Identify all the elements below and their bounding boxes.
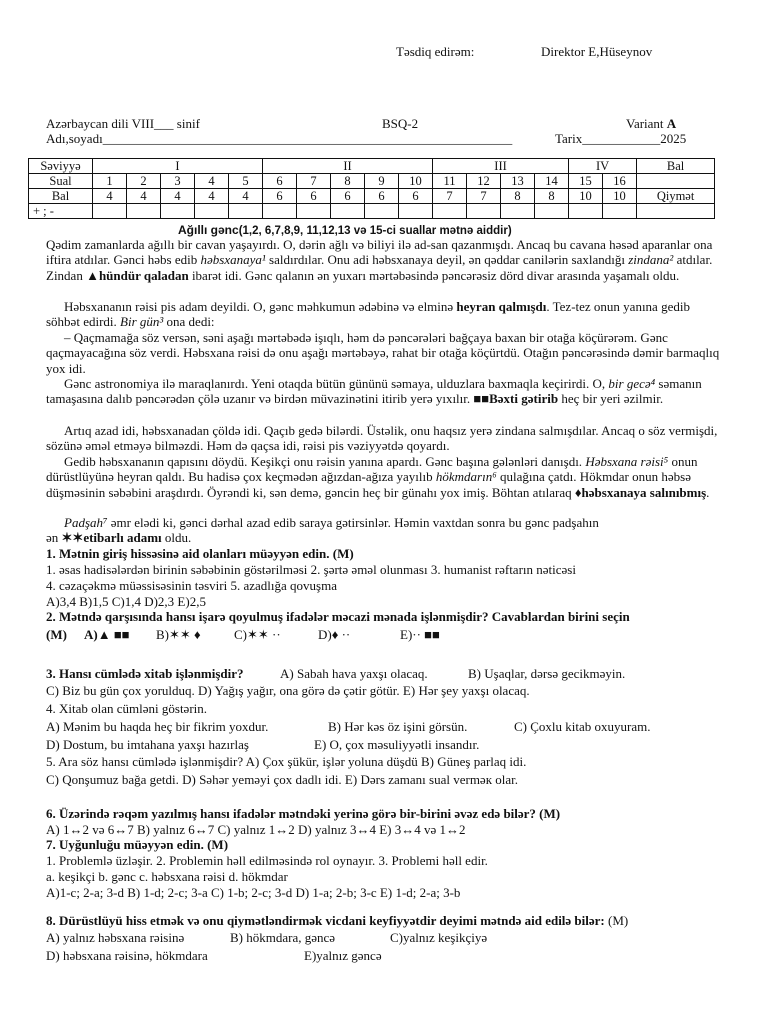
question-1-answers[interactable]: A)3,4 B)1,5 C)1,4 D)2,3 E)2,5	[46, 594, 206, 609]
question-cell: 2	[127, 174, 161, 189]
question-cell: 4	[195, 174, 229, 189]
marked-phrase: heyran qalmışdı	[456, 299, 547, 314]
question-cell: 15	[569, 174, 603, 189]
answer-cell[interactable]	[603, 204, 637, 219]
text-run: .	[706, 484, 710, 500]
text-run: . Tez-tez onun yanına gedib söhbət edirdi.	[46, 299, 690, 330]
points-cell: 8	[501, 189, 535, 204]
marked-phrase: ✶✶etibarlı adamı	[61, 530, 162, 545]
text-run: Bir gün³	[120, 314, 164, 330]
variant	[626, 116, 676, 132]
text-run: hökmdarın⁶	[435, 469, 497, 485]
answer-option-e[interactable]: E) O, çox məsuliyyətli insandır.	[314, 737, 480, 752]
answer-cell[interactable]	[399, 204, 433, 219]
question-cell: 10	[399, 174, 433, 189]
text-run: qulağına çatdı. Hökmdar onun həbsə düşməsinin səbəbini araşdırdı. Öyrəndi ki, sən demə, gəncin heç bir günahı yox imiş. Böhtan atılaraq	[46, 469, 691, 500]
answer-option-c[interactable]: C)✶✶ ··	[234, 627, 281, 642]
answer-option-b[interactable]: B) Hər kəs öz işini görsün.	[328, 719, 468, 734]
text-run: bir gecə⁴	[608, 376, 656, 391]
paragraph-3	[46, 330, 722, 376]
answer-option-b[interactable]: B) Uşaqlar, dərsə gecikməyin.	[468, 666, 626, 681]
question-8-mode: (M)	[604, 913, 629, 928]
paragraph-7-end	[46, 530, 191, 546]
question-3	[46, 666, 626, 682]
empty-cell	[637, 174, 715, 189]
question-6-answers[interactable]: A) 1↔2 və 6↔7 B) yalnız 6↔7 C) yalnız 1↔2 D) yalnız 3↔4 E) 3↔4 və 1↔2	[46, 822, 466, 837]
level-cell: III	[433, 159, 569, 174]
question-cell: 7	[297, 174, 331, 189]
question-cell: 16	[603, 174, 637, 189]
question-1: 1. Mətnin giriş hissəsinə aid olanları müəyyən edin. (M)	[46, 546, 354, 561]
text-run: heç bir yeri əzilmir.	[558, 391, 664, 407]
question-7-items: 1. Problemlə üzləşir. 2. Problemin həll edilməsində rol oynayır. 3. Problemi həll edir.	[46, 853, 488, 868]
grade-cell[interactable]	[637, 204, 715, 219]
marked-phrase: ♦həbsxanaya salınıbmış	[574, 484, 707, 500]
answer-cell[interactable]	[297, 204, 331, 219]
question-2-answers	[46, 627, 440, 643]
question-7-items: a. keşikçi b. gənc c. həbsxana rəisi d. hökmdar	[46, 869, 288, 884]
text-run: əmr elədi ki, gənci dərhal azad edib saraya gətirsinlər. Həmin vaxtdan sonra bu gənc padşahın	[107, 515, 599, 530]
paragraph-7	[46, 515, 722, 530]
answer-cell[interactable]	[433, 204, 467, 219]
name-line: Adı,soyadı_______________________________________________________________	[46, 131, 513, 146]
text-run: səmanın tamaşasına dalıb pəncərədən çölə uzanır və birdən müvazinətini itirib yerə yıxılır.	[46, 376, 702, 407]
answer-option-d[interactable]: D)♦ ··	[318, 627, 351, 642]
score-table	[28, 158, 715, 219]
text-run: – Qaçmamağa söz versən, səni aşağı mərtəbədə işıqlı, həm də pəncərələri bağçaya baxan bir otağa köçürərəm. Gənc qaçmayacağına söz verdi. Həbsxana rəisi də onu aşağı mərtəbəyə, rahat bir otağa köçürtdü. Otağın pəncərəsində dəmir barmaqlıq yox idi.	[46, 330, 720, 376]
question-cell: 8	[331, 174, 365, 189]
question-cell: 9	[365, 174, 399, 189]
text-run: ibarət idi. Gənc qalanın ən yuxarı mərtəbəsində pəncərəsiz dörd divar arasında yaşamalı oldu.	[188, 267, 680, 283]
answer-cell[interactable]	[127, 204, 161, 219]
question-5-answers[interactable]: C) Qonşumuz bağa getdi. D) Səhər yeməyi çox dadlı idi. E) Dərs zamanı sual verməк olar.	[46, 772, 519, 787]
answer-cell[interactable]	[161, 204, 195, 219]
text-title-main: Ağıllı gənc	[178, 223, 239, 237]
answer-option-a[interactable]: A) Mənim bu haqda heç bir fikrim yoxdur.	[46, 719, 269, 734]
level-cell: Bal	[637, 159, 715, 174]
text-run: oldu.	[161, 530, 192, 545]
question-8-answers	[46, 930, 488, 946]
question-cell: 12	[467, 174, 501, 189]
marked-phrase: ■■Bəxti gətirib	[473, 391, 559, 407]
text-run: həbsxanaya¹	[200, 252, 266, 268]
answer-cell[interactable]	[229, 204, 263, 219]
answer-cell[interactable]	[467, 204, 501, 219]
question-2: 2. Mətndə qarşısında hansı işarə qoyulmuş ifadələr məcazi mənada işlənmişdir? Cavablardan birini seçin	[46, 609, 630, 624]
answer-cell[interactable]	[331, 204, 365, 219]
text-run: zindana²	[628, 252, 674, 268]
points-cell: 6	[263, 189, 297, 204]
paragraph-1	[46, 237, 722, 283]
answer-option-e[interactable]: E)yalnız gəncə	[304, 948, 382, 963]
points-cell: 4	[127, 189, 161, 204]
paragraph-5	[46, 423, 722, 454]
points-cell: 6	[331, 189, 365, 204]
answer-option-e[interactable]: E)·· ■■	[400, 627, 440, 642]
director-name: Direktor E,Hüseynov	[541, 44, 653, 59]
question-cell: 11	[433, 174, 467, 189]
question-cell: 5	[229, 174, 263, 189]
question-7: 7. Uyğunluğu müəyyən edin. (M)	[46, 837, 229, 852]
points-cell: 4	[93, 189, 127, 204]
text-run: Qədim zamanlarda ağıllı bir cavan yaşayırdı. O, dərin ağlı və biliyi ilə ad-san qazanmışdı. Ancaq bu cavana həsəd aparanlar ona iftira atdılar. Gənci həbs edib	[46, 237, 713, 268]
answer-option-b[interactable]: B)✶✶ ♦	[156, 627, 201, 642]
row-label: Səviyyə	[29, 159, 93, 174]
answer-option-d[interactable]: D) həbsxana rəisinə, hökmdara	[46, 948, 208, 963]
points-cell: 7	[433, 189, 467, 204]
paragraph-2	[46, 299, 722, 330]
answer-cell[interactable]	[93, 204, 127, 219]
row-label: + ; -	[29, 204, 93, 219]
question-2-mode: (M)	[46, 627, 67, 642]
question-3-answers[interactable]: C) Biz bu gün çox yorulduq. D) Yağış yağır, ona görə də çətir götür. E) Hər şey yaxşı olacaq.	[46, 683, 530, 698]
text-run: Həbsxananın rəisi pis adam deyildi. O, gənc məhkumun ədəbinə və elminə	[64, 299, 457, 314]
grade-label: Qiymət	[637, 189, 715, 204]
question-1-options: 4. cəzaçəkmə müəssisəsinin təsviri 5. azadlığa qovuşma	[46, 578, 337, 593]
points-cell: 10	[569, 189, 603, 204]
question-7-answers[interactable]: A)1-c; 2-a; 3-d B) 1-d; 2-c; 3-a C) 1-b; 2-c; 3-d D) 1-a; 2-b; 3-c E) 1-d; 2-a; 3-b	[46, 885, 461, 900]
text-run: Padşah⁷	[64, 515, 108, 530]
variant-label: Variant	[626, 116, 664, 131]
question-3-text: 3. Hansı cümlədə xitab işlənmişdir?	[46, 666, 244, 681]
points-cell: 4	[195, 189, 229, 204]
question-1-options: 1. əsas hadisələrdən birinin səbəbinin göstərilməsi 2. şərtə əməl olunması 3. humanist rəftarın nəticəsi	[46, 562, 576, 577]
text-run: saldırdılar. Onu adi həbsxanaya deyil, ən qəddar canilərin saxlandığı	[265, 252, 629, 268]
question-4-answers	[46, 719, 651, 735]
question-8-text: 8. Dürüstlüyü hiss etmək və onu qiymətləndirmək vicdani keyfiyyətdir deyimi mətndə aid edilə bilər:	[46, 913, 605, 928]
points-cell: 6	[297, 189, 331, 204]
date-line: Tarix____________2025	[555, 131, 687, 146]
text-run: Gənc astronomiya ilə maraqlanırdı. Yeni otaqda bütün gününü səmaya, ulduzlara baxmaqla keçirirdi. O,	[64, 376, 609, 391]
level-cell: I	[93, 159, 263, 174]
answer-option-a[interactable]: A) yalnız həbsxana rəisinə	[46, 930, 185, 945]
answer-cell[interactable]	[365, 204, 399, 219]
question-8	[46, 913, 628, 929]
table-row	[29, 189, 715, 204]
answer-cell[interactable]	[195, 204, 229, 219]
answer-option-b[interactable]: B) hökmdara, gəncə	[230, 930, 336, 945]
subject-class: Azərbaycan dili VIII___ sinif	[46, 116, 200, 131]
text-run: Artıq azad idi, həbsxanadan çöldə idi. Qaçıb gedə bilərdi. Üstəlik, onu haqsız yerə zindana salmışdılar. Ancaq o söz vermişdi, sözünə əməl etməyə bilməzdi. Həm də qaçsa idi, rəisi pis vəziyyətdə qoyardı.	[46, 423, 718, 454]
text-run: ona dedi:	[163, 314, 215, 330]
text-run: Həbsxana rəisi⁵	[585, 454, 669, 469]
answer-cell[interactable]	[535, 204, 569, 219]
table-row	[29, 174, 715, 189]
approval-label: Təsdiq edirəm:	[396, 44, 475, 59]
answer-cell[interactable]	[501, 204, 535, 219]
question-6: 6. Üzərində rəqəm yazılmış hansı ifadələr mətndəki yerinə görə bir-birini əvəz edə bilər? (M)	[46, 806, 561, 821]
question-cell: 6	[263, 174, 297, 189]
answer-cell[interactable]	[569, 204, 603, 219]
question-cell: 1	[93, 174, 127, 189]
table-row	[29, 204, 715, 219]
table-row	[29, 159, 715, 174]
points-cell: 4	[161, 189, 195, 204]
points-cell: 7	[467, 189, 501, 204]
text-title	[178, 223, 512, 237]
paragraph-4	[46, 376, 722, 407]
marked-phrase: ▲hündür qaladan	[86, 267, 189, 283]
level-cell: II	[263, 159, 433, 174]
exam-code: BSQ-2	[382, 116, 419, 131]
text-run: atdılar. Zindan	[46, 252, 713, 283]
points-cell: 8	[535, 189, 569, 204]
answer-option-d[interactable]: D) Dostum, bu imtahana yaxşı hazırlaş	[46, 737, 249, 752]
text-run: ən	[46, 530, 62, 545]
points-cell: 6	[365, 189, 399, 204]
level-cell: IV	[569, 159, 637, 174]
answer-option-c[interactable]: C)yalnız keşikçiyə	[390, 930, 488, 945]
answer-cell[interactable]	[263, 204, 297, 219]
points-cell: 6	[399, 189, 433, 204]
paragraph-6	[46, 454, 722, 500]
question-cell: 13	[501, 174, 535, 189]
question-cell: 3	[161, 174, 195, 189]
text-title-note: (1,2, 6,7,8,9, 11,12,13 və 15-ci suallar mətnə aiddir)	[238, 225, 512, 237]
question-cell: 14	[535, 174, 569, 189]
points-cell: 4	[229, 189, 263, 204]
answer-option-c[interactable]: C) Çoxlu kitab oxuyuram.	[514, 719, 651, 734]
variant-letter: A	[666, 116, 677, 131]
question-5: 5. Ara söz hansı cümlədə işlənmişdir? A) Çox şükür, işlər yoluna düşdü B) Güneş parlaq idi.	[46, 754, 527, 769]
text-run: Gedib həbsxananın qapısını döydü. Keşikçi onu rəisin yanına apardı. Gənc başına gələnləri danışdı.	[64, 454, 586, 469]
question-4: 4. Xitab olan cümləni göstərin.	[46, 701, 208, 716]
answer-option-a[interactable]: A)▲ ■■	[84, 627, 130, 642]
text-run: onun dürüstlüyünə heyran qaldı. Bu hadisə çox keçmədən ağızdan-ağıza yayılıb	[46, 454, 698, 485]
question-8-answers	[46, 948, 382, 964]
answer-option-a[interactable]: A) Sabah hava yaxşı olacaq.	[280, 666, 428, 681]
points-cell: 10	[603, 189, 637, 204]
question-4-answers	[46, 737, 480, 753]
row-label: Bal	[29, 189, 93, 204]
row-label: Sual	[29, 174, 93, 189]
